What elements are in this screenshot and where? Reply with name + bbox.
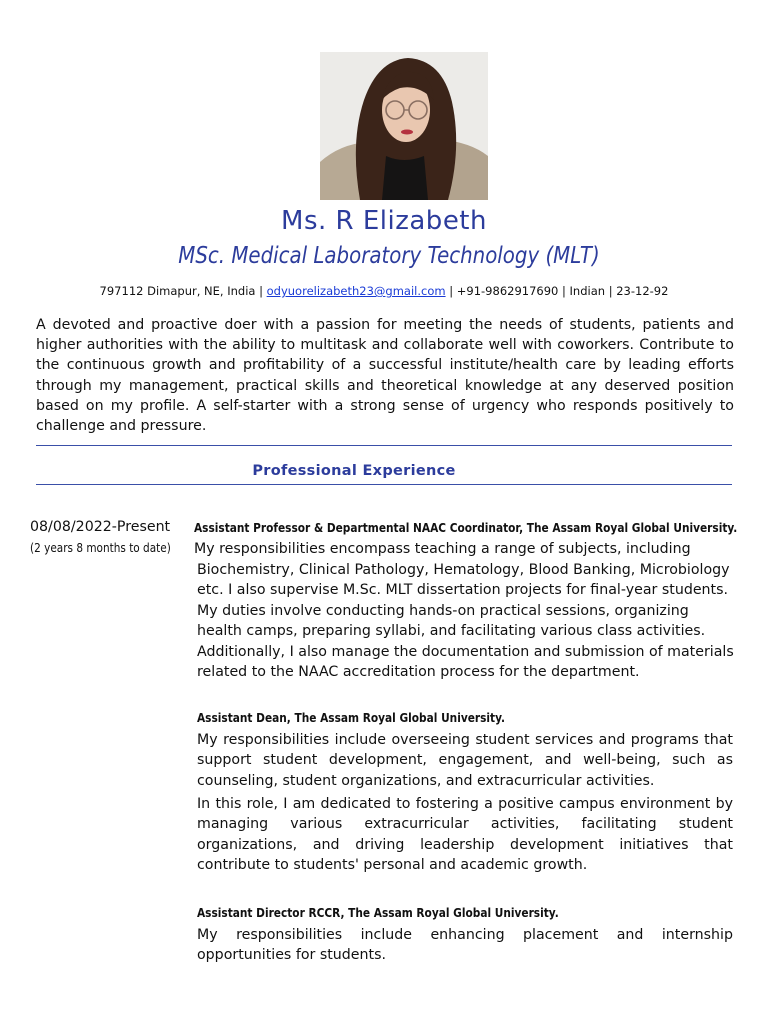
role-description: In this role, I am dedicated to fostering a positive campus environment by managing various extracurricular activities, facilitating student organizations, and driving leadership development initiatives that contribute to students' personal and academic growth.: [197, 796, 733, 874]
email-link[interactable]: odyuorelizabeth23@gmail.com: [266, 284, 446, 298]
candidate-name: Ms. R Elizabeth: [281, 206, 487, 236]
role-description: My responsibilities encompass teaching a range of subjects, including: [194, 541, 691, 557]
divider-top: [36, 445, 732, 446]
profile-summary: A devoted and proactive doer with a passion for meeting the needs of students, patients and higher authorities with the ability to multitask and collaborate well with coworkers. Contribute to the continuous growth and profitability of a successful institute/health care by leading efforts through my management, practical skills and theoretical knowledge at any deserved position based on my profile. A self-starter with a strong sense of urgency who responds positively to challenge and pressure.: [36, 317, 734, 435]
section-title: Professional Experience: [252, 463, 456, 479]
divider-bottom: [36, 484, 732, 485]
contact-line: [0, 284, 768, 298]
employment-date: 08/08/2022-Present: [30, 519, 171, 535]
role-description: Biochemistry, Clinical Pathology, Hematology, Blood Banking, Microbiology etc. I also supervise M.Sc. MLT dissertation projects for final-year students. My duties involve conducting hands-on practical sessions, organizing health camps, preparing syllabi, and facilitating various class activities. Additionally, I also manage the documentation and submission of materials related to the NAAC accreditation process for the department.: [197, 562, 734, 681]
contact-details: | +91-9862917690 | Indian | 23-12-92: [449, 284, 669, 298]
role-description: My responsibilities include enhancing placement and internship opportunities for students.: [197, 927, 733, 964]
employment-duration: (2 years 8 months to date): [30, 541, 171, 556]
profile-photo: [320, 52, 488, 200]
role-title: Assistant Director RCCR, The Assam Royal Global University.: [197, 905, 559, 920]
degree-title: MSc. Medical Laboratory Technology (MLT): [178, 243, 600, 269]
role-title: Assistant Dean, The Assam Royal Global University.: [197, 710, 506, 725]
role-title: Assistant Professor & Departmental NAAC Coordinator, The Assam Royal Global University.: [194, 520, 738, 535]
role-description: My responsibilities include overseeing student services and programs that support student development, engagement, and well-being, such as counseling, student organizations, and extracurricular activities.: [197, 732, 733, 789]
address-text: 797112 Dimapur, NE, India |: [99, 284, 263, 298]
